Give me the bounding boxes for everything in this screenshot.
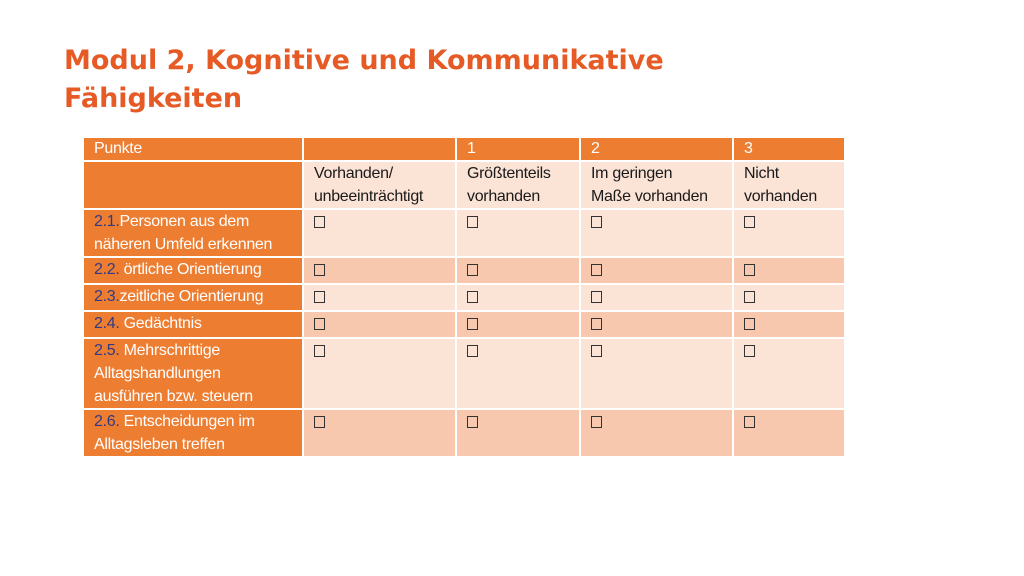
option-cell[interactable] <box>733 257 845 284</box>
empty-checkbox-icon[interactable] <box>744 291 755 303</box>
empty-checkbox-icon[interactable] <box>314 318 325 330</box>
subheader-text: Maße vorhanden <box>591 188 708 205</box>
option-cell[interactable] <box>580 409 733 457</box>
slide-title <box>64 42 824 118</box>
subheader-label-cell <box>83 161 303 209</box>
row-label: Alltagshandlungen <box>94 365 221 382</box>
subheader-cell-im-geringen <box>580 161 733 209</box>
option-cell[interactable] <box>733 338 845 409</box>
row-label: Gedächtnis <box>119 315 202 332</box>
empty-checkbox-icon[interactable] <box>744 345 755 357</box>
subheader-cell-nicht <box>733 161 845 209</box>
row-label-cell <box>83 209 303 257</box>
assessment-table <box>82 136 846 458</box>
row-label: ausführen bzw. steuern <box>94 388 253 405</box>
header-cell-score-2: 2 <box>580 137 733 161</box>
table-row-2-3 <box>83 284 845 311</box>
row-number: 2.5. <box>94 342 120 359</box>
option-cell[interactable] <box>733 311 845 338</box>
empty-checkbox-icon[interactable] <box>591 291 602 303</box>
row-label: Alltagsleben treffen <box>94 436 225 453</box>
subheader-cell-groesstenteils <box>456 161 580 209</box>
row-label-cell <box>83 284 303 311</box>
header-cell-blank <box>303 137 456 161</box>
option-cell[interactable] <box>303 311 456 338</box>
row-number: 2.1. <box>94 213 120 230</box>
option-cell[interactable] <box>456 284 580 311</box>
subheader-cell-vorhanden <box>303 161 456 209</box>
empty-checkbox-icon[interactable] <box>467 264 478 276</box>
subheader-text: vorhanden <box>467 188 540 205</box>
row-label-cell <box>83 338 303 409</box>
option-cell[interactable] <box>733 284 845 311</box>
empty-checkbox-icon[interactable] <box>591 216 602 228</box>
empty-checkbox-icon[interactable] <box>314 416 325 428</box>
empty-checkbox-icon[interactable] <box>314 345 325 357</box>
empty-checkbox-icon[interactable] <box>591 345 602 357</box>
table-row-2-4 <box>83 311 845 338</box>
table-row-2-1 <box>83 209 845 257</box>
subheader-text: unbeeinträchtigt <box>314 188 424 205</box>
row-label-cell <box>83 409 303 457</box>
row-label: örtliche Orientierung <box>119 261 262 278</box>
row-label: zeitliche Orientierung <box>119 288 264 305</box>
subheader-text: Nicht <box>744 165 779 182</box>
empty-checkbox-icon[interactable] <box>744 216 755 228</box>
subheader-text: Vorhanden/ <box>314 165 393 182</box>
row-number: 2.6. <box>94 413 120 430</box>
option-cell[interactable] <box>456 257 580 284</box>
table-row-2-5 <box>83 338 845 409</box>
row-label: Personen aus dem <box>119 213 250 230</box>
row-label-cell <box>83 311 303 338</box>
option-cell[interactable] <box>303 284 456 311</box>
empty-checkbox-icon[interactable] <box>467 291 478 303</box>
option-cell[interactable] <box>733 409 845 457</box>
option-cell[interactable] <box>303 338 456 409</box>
row-label: näheren Umfeld erkennen <box>94 236 273 253</box>
empty-checkbox-icon[interactable] <box>467 318 478 330</box>
option-cell[interactable] <box>456 209 580 257</box>
option-cell[interactable] <box>580 284 733 311</box>
empty-checkbox-icon[interactable] <box>467 345 478 357</box>
row-number: 2.4. <box>94 315 120 332</box>
table-header-row <box>83 137 845 161</box>
empty-checkbox-icon[interactable] <box>314 216 325 228</box>
option-cell[interactable] <box>456 311 580 338</box>
empty-checkbox-icon[interactable] <box>744 416 755 428</box>
option-cell[interactable] <box>456 338 580 409</box>
slide-title-line-1: Modul 2, Kognitive und Kommunikative <box>64 45 664 76</box>
row-label: Entscheidungen im <box>119 413 255 430</box>
option-cell[interactable] <box>580 311 733 338</box>
empty-checkbox-icon[interactable] <box>744 264 755 276</box>
slide-title-line-2: Fähigkeiten <box>64 83 243 114</box>
empty-checkbox-icon[interactable] <box>467 416 478 428</box>
header-cell-punkte: Punkte <box>83 137 303 161</box>
subheader-text: vorhanden <box>744 188 817 205</box>
header-cell-score-1: 1 <box>456 137 580 161</box>
row-label-cell <box>83 257 303 284</box>
option-cell[interactable] <box>580 338 733 409</box>
empty-checkbox-icon[interactable] <box>591 416 602 428</box>
table-row-2-6 <box>83 409 845 457</box>
header-cell-score-3: 3 <box>733 137 845 161</box>
empty-checkbox-icon[interactable] <box>591 264 602 276</box>
option-cell[interactable] <box>580 209 733 257</box>
row-number: 2.2. <box>94 261 120 278</box>
row-number: 2.3. <box>94 288 120 305</box>
empty-checkbox-icon[interactable] <box>467 216 478 228</box>
subheader-text: Im geringen <box>591 165 673 182</box>
row-label: Mehrschrittige <box>119 342 220 359</box>
option-cell[interactable] <box>303 257 456 284</box>
option-cell[interactable] <box>733 209 845 257</box>
option-cell[interactable] <box>456 409 580 457</box>
option-cell[interactable] <box>303 209 456 257</box>
empty-checkbox-icon[interactable] <box>314 291 325 303</box>
empty-checkbox-icon[interactable] <box>744 318 755 330</box>
table-subheader-row <box>83 161 845 209</box>
empty-checkbox-icon[interactable] <box>591 318 602 330</box>
empty-checkbox-icon[interactable] <box>314 264 325 276</box>
option-cell[interactable] <box>303 409 456 457</box>
subheader-text: Größtenteils <box>467 165 551 182</box>
table-row-2-2 <box>83 257 845 284</box>
option-cell[interactable] <box>580 257 733 284</box>
